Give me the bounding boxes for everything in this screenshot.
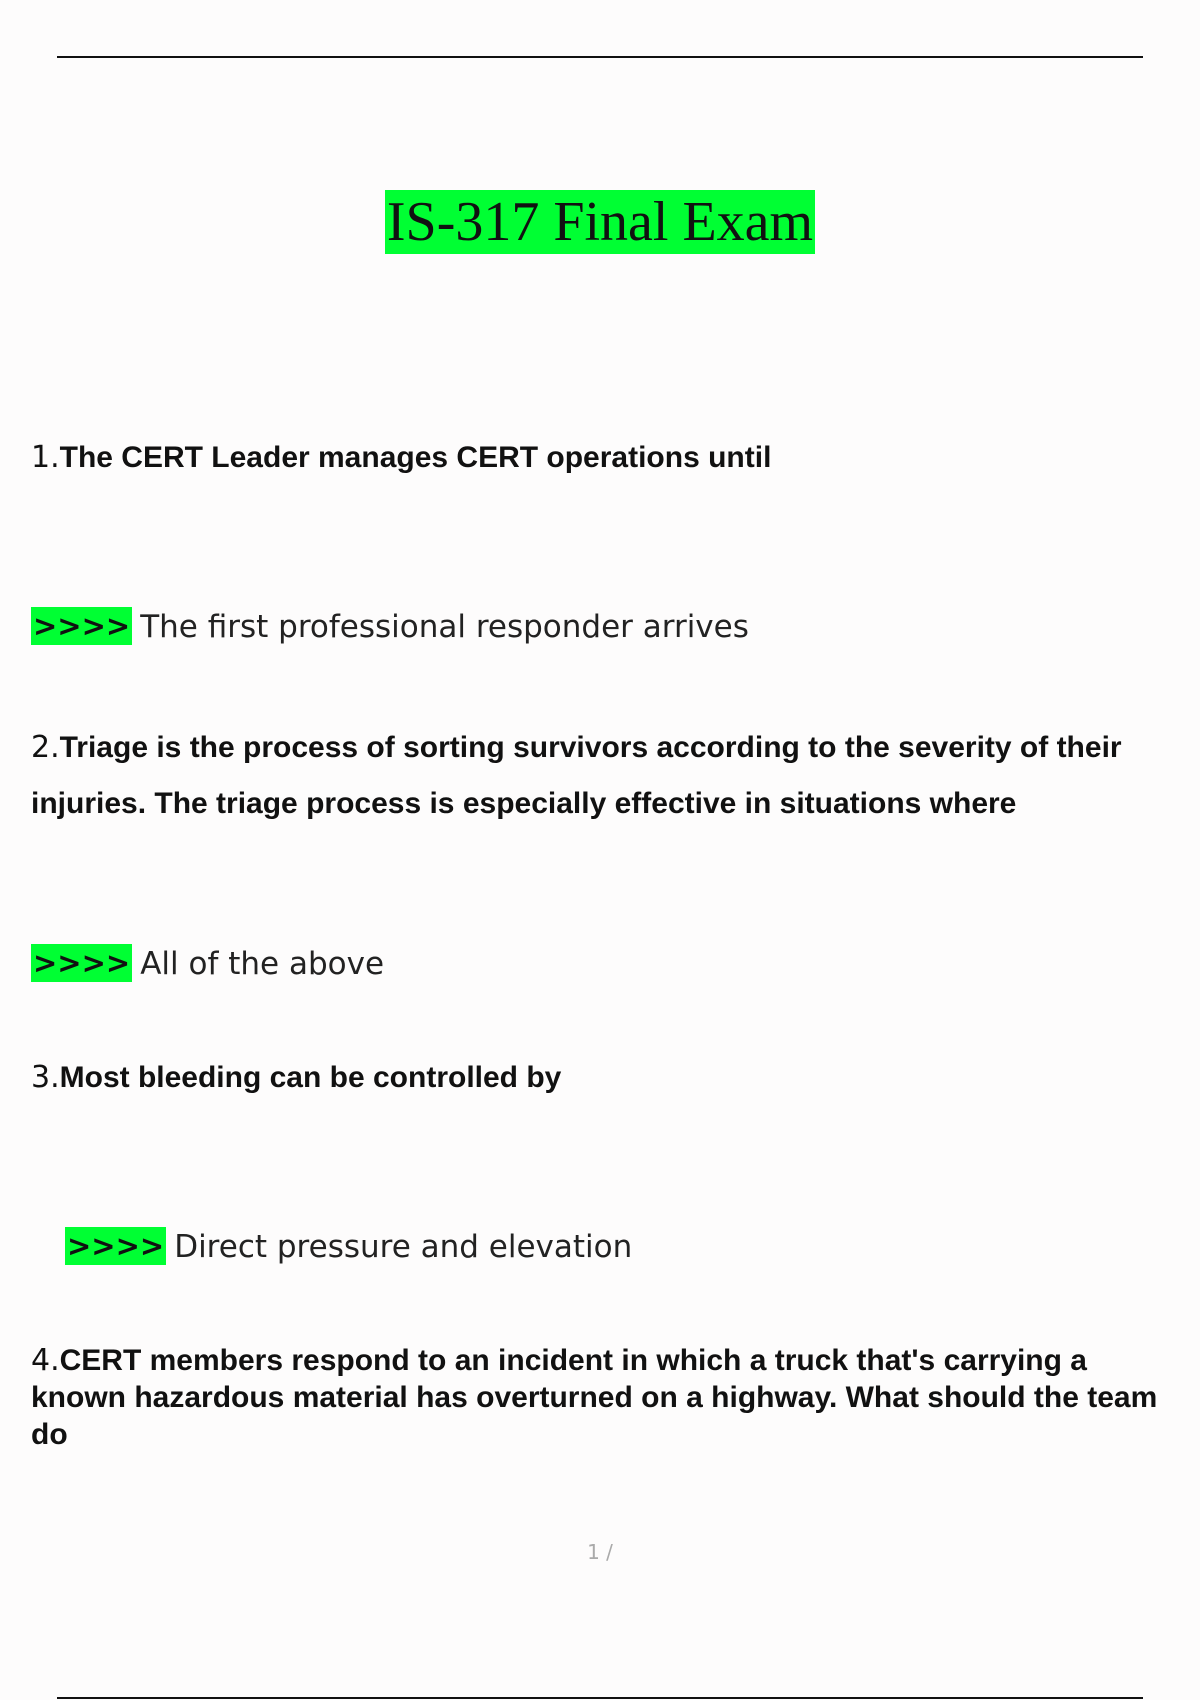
question-2 xyxy=(31,720,1171,832)
answer-text: All of the above xyxy=(140,946,385,982)
question-4 xyxy=(31,1342,1171,1453)
question-1 xyxy=(31,440,1171,476)
question-number: 1. xyxy=(31,440,60,475)
answer-marker: >>>> xyxy=(67,1229,165,1263)
top-rule xyxy=(57,56,1143,58)
answer-marker: >>>> xyxy=(33,609,131,643)
question-text: Most bleeding can be controlled by xyxy=(59,1061,562,1094)
question-text: Triage is the process of sorting survivors according to the severity of their injuries. The triage process is especially effective in situations where xyxy=(31,731,1122,820)
question-number: 2. xyxy=(31,730,60,765)
question-text: CERT members respond to an incident in which a truck that's carrying a known hazardous material has overturned on a highway. What should the team do xyxy=(31,1344,1158,1451)
bottom-rule xyxy=(57,1697,1143,1699)
answer-3 xyxy=(65,1227,632,1267)
answer-text: Direct pressure and elevation xyxy=(174,1229,633,1265)
question-text: The CERT Leader manages CERT operations until xyxy=(59,441,772,474)
answer-text: The first professional responder arrives xyxy=(140,609,749,645)
answer-2 xyxy=(31,944,384,984)
answer-marker: >>>> xyxy=(33,946,131,980)
page-number: 1 / xyxy=(587,1540,613,1564)
answer-1 xyxy=(31,607,749,647)
question-number: 4. xyxy=(31,1343,60,1378)
question-number: 3. xyxy=(31,1060,60,1095)
document-title: IS-317 Final Exam xyxy=(386,191,814,253)
title-container xyxy=(0,190,1200,254)
question-3 xyxy=(31,1060,1171,1096)
